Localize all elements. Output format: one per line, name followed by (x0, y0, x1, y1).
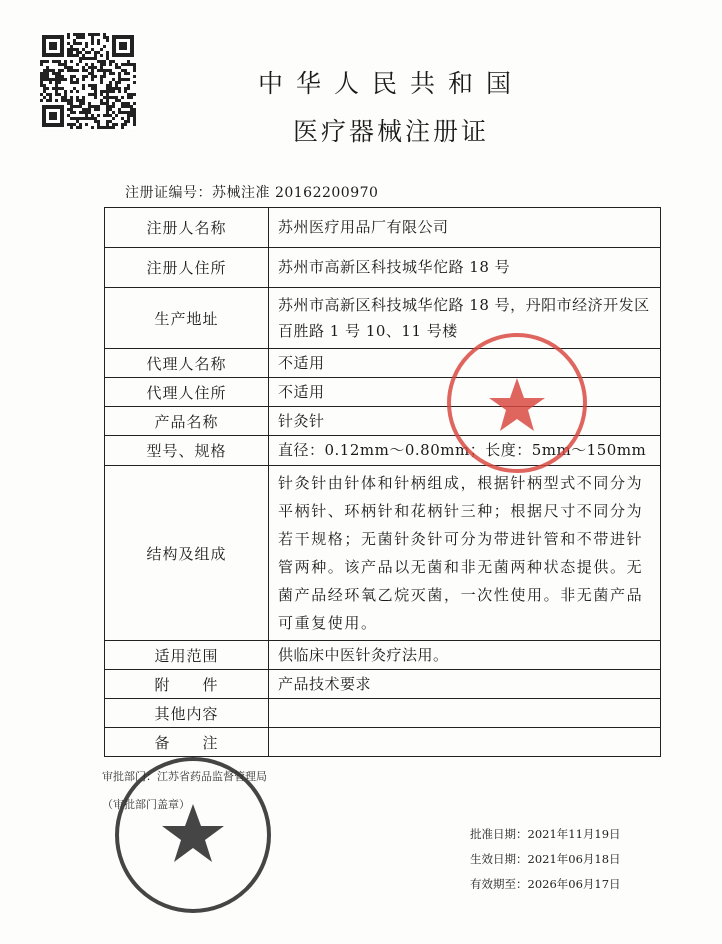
qr-module (46, 60, 49, 63)
qr-module (82, 54, 85, 57)
row-value: 苏州市高新区科技城华佗路 18 号，丹阳市经济开发区百胜路 1 号 10、11 号楼 (269, 288, 661, 349)
qr-module (43, 60, 46, 63)
expiry-date-value: 2026年06月17日 (527, 877, 621, 891)
qr-module (85, 51, 88, 54)
row-value: 针灸针由针体和针柄组成，根据针柄型式不同分为平柄针、环柄针和花柄针三种；根据尺寸不同分为若干规格；无菌针灸针可分为带进针管和不带进针管两种。该产品以无菌和非无菌两种状态提供。无菌产品经环氧乙烷灭菌，一次性使用。非无菌产品可重复使用。 (269, 466, 661, 641)
qr-module (79, 105, 82, 108)
row-value: 直径：0.12mm～0.80mm；长度：5mm～150mm (269, 436, 661, 466)
qr-module (130, 105, 133, 108)
qr-module (79, 102, 82, 105)
qr-module (58, 60, 61, 63)
qr-module (106, 108, 109, 111)
qr-module (97, 42, 100, 45)
qr-module (85, 42, 88, 45)
effective-date-value: 2021年06月18日 (527, 852, 621, 866)
qr-module (109, 60, 112, 63)
qr-module (67, 33, 70, 36)
qr-module (106, 102, 109, 105)
row-value (269, 699, 661, 728)
qr-module (91, 48, 94, 51)
qr-module (82, 36, 85, 39)
qr-module (70, 48, 73, 51)
qr-module (118, 108, 121, 111)
qr-module (103, 102, 106, 105)
qr-module (76, 36, 79, 39)
qr-module (103, 60, 106, 63)
table-row (105, 466, 661, 641)
qr-module (91, 57, 94, 60)
qr-module (112, 102, 115, 105)
qr-module (106, 39, 109, 42)
certificate-table (104, 207, 661, 757)
qr-module (52, 60, 55, 63)
table-row (105, 208, 661, 248)
qr-module (94, 105, 97, 108)
row-label: 代理人住所 (105, 378, 269, 407)
qr-module (94, 108, 97, 111)
qr-module (64, 60, 67, 63)
qr-module (106, 51, 109, 54)
document-country-title: 中华人民共和国 (257, 69, 524, 98)
registration-number-label: 注册证编号： (125, 185, 212, 201)
qr-module (100, 48, 103, 51)
qr-module (70, 108, 73, 111)
row-value: 供临床中医针灸疗法用。 (269, 641, 661, 670)
qr-module (124, 102, 127, 105)
row-label: 其他内容 (105, 699, 269, 728)
qr-module (100, 60, 103, 63)
qr-module (124, 105, 127, 108)
qr-module (91, 36, 94, 39)
row-label: 注册人住所 (105, 248, 269, 288)
qr-module (79, 42, 82, 45)
table-row (105, 248, 661, 288)
qr-module (79, 57, 82, 60)
qr-module (73, 48, 76, 51)
company-seal (444, 330, 590, 476)
qr-module (73, 105, 76, 108)
qr-module (67, 42, 70, 45)
qr-module (79, 60, 82, 63)
registration-number-value: 苏械注准 20162200970 (212, 185, 379, 201)
qr-module (82, 57, 85, 60)
qr-module (88, 33, 91, 36)
qr-module (112, 105, 115, 108)
effective-date (470, 851, 621, 867)
qr-module (106, 54, 109, 57)
expiry-date-label: 有效期至： (470, 877, 528, 891)
government-seal (112, 754, 274, 916)
qr-module (94, 54, 97, 57)
qr-module (82, 102, 85, 105)
table-row (105, 641, 661, 670)
qr-module (94, 51, 97, 54)
qr-module (70, 102, 73, 105)
qr-module (70, 54, 73, 57)
row-value: 苏州市高新区科技城华佗路 18 号 (269, 248, 661, 288)
qr-module (94, 57, 97, 60)
qr-module (88, 105, 91, 108)
qr-module (109, 105, 112, 108)
qr-module (88, 102, 91, 105)
qr-module (73, 33, 76, 36)
row-label: 备 注 (105, 728, 269, 757)
qr-module (106, 57, 109, 60)
qr-module (70, 105, 73, 108)
row-label: 注册人名称 (105, 208, 269, 248)
table-row (105, 728, 661, 757)
qr-module (100, 102, 103, 105)
document-title: 医疗器械注册证 (292, 117, 489, 146)
qr-module (127, 102, 130, 105)
qr-module (70, 51, 73, 54)
qr-module (82, 108, 85, 111)
qr-module (97, 33, 100, 36)
qr-module (121, 102, 124, 105)
qr-module (103, 33, 106, 36)
qr-module (76, 51, 79, 54)
qr-module (88, 51, 91, 54)
qr-module (130, 108, 133, 111)
row-label: 结构及组成 (105, 466, 269, 641)
row-value: 针灸针 (269, 407, 661, 436)
qr-module (88, 57, 91, 60)
qr-module (79, 51, 82, 54)
qr-module (106, 105, 109, 108)
qr-module (97, 60, 100, 63)
qr-module (40, 60, 43, 63)
qr-module (70, 60, 73, 63)
qr-module (79, 36, 82, 39)
qr-module (106, 36, 109, 39)
qr-module (91, 42, 94, 45)
qr-module (76, 105, 79, 108)
effective-date-label: 生效日期： (470, 852, 528, 866)
qr-module (76, 54, 79, 57)
qr-module (133, 108, 136, 111)
approval-date (470, 826, 621, 842)
table-row (105, 670, 661, 699)
qr-module (97, 51, 100, 54)
row-label: 代理人名称 (105, 349, 269, 378)
expiry-date (470, 876, 621, 892)
row-value: 产品技术要求 (269, 670, 661, 699)
qr-module (82, 48, 85, 51)
qr-module (73, 39, 76, 42)
row-value: 苏州医疗用品厂有限公司 (269, 208, 661, 248)
qr-module (70, 45, 73, 48)
qr-module (85, 108, 88, 111)
row-value (269, 728, 661, 757)
qr-module (76, 48, 79, 51)
qr-module (133, 102, 136, 105)
qr-module (109, 108, 112, 111)
qr-module (127, 60, 130, 63)
row-value: 不适用 (269, 349, 661, 378)
qr-module (79, 33, 82, 36)
row-label: 附 件 (105, 670, 269, 699)
qr-module (82, 33, 85, 36)
row-label: 型号、规格 (105, 436, 269, 466)
qr-module (67, 36, 70, 39)
row-value: 不适用 (269, 378, 661, 407)
approval-date-label: 批准日期： (470, 827, 528, 841)
qr-module (103, 36, 106, 39)
row-label: 适用范围 (105, 641, 269, 670)
qr-module (112, 60, 115, 63)
qr-module (103, 45, 106, 48)
qr-module (97, 39, 100, 42)
qr-module (67, 54, 70, 57)
qr-module (91, 33, 94, 36)
qr-module (67, 102, 70, 105)
row-label: 产品名称 (105, 407, 269, 436)
qr-module (67, 51, 70, 54)
table-row (105, 699, 661, 728)
qr-module (76, 33, 79, 36)
qr-module (85, 57, 88, 60)
row-label: 生产地址 (105, 288, 269, 349)
qr-module (73, 42, 76, 45)
qr-module (88, 108, 91, 111)
qr-module (91, 39, 94, 42)
qr-module (100, 54, 103, 57)
qr-module (85, 45, 88, 48)
registration-number (125, 182, 378, 202)
qr-module (67, 108, 70, 111)
approval-department: 审批部门：江苏省药品监督管理局 (102, 770, 267, 783)
qr-module (94, 33, 97, 36)
approval-date-value: 2021年11月19日 (527, 827, 621, 841)
qr-module (67, 48, 70, 51)
qr-module (97, 108, 100, 111)
approval-seal-note: （审批部门盖章） (102, 798, 190, 811)
qr-module (73, 54, 76, 57)
qr-module (127, 105, 130, 108)
qr-module (91, 105, 94, 108)
qr-module (97, 105, 100, 108)
qr-module (121, 105, 124, 108)
qr-module (55, 60, 58, 63)
qr-module (76, 42, 79, 45)
